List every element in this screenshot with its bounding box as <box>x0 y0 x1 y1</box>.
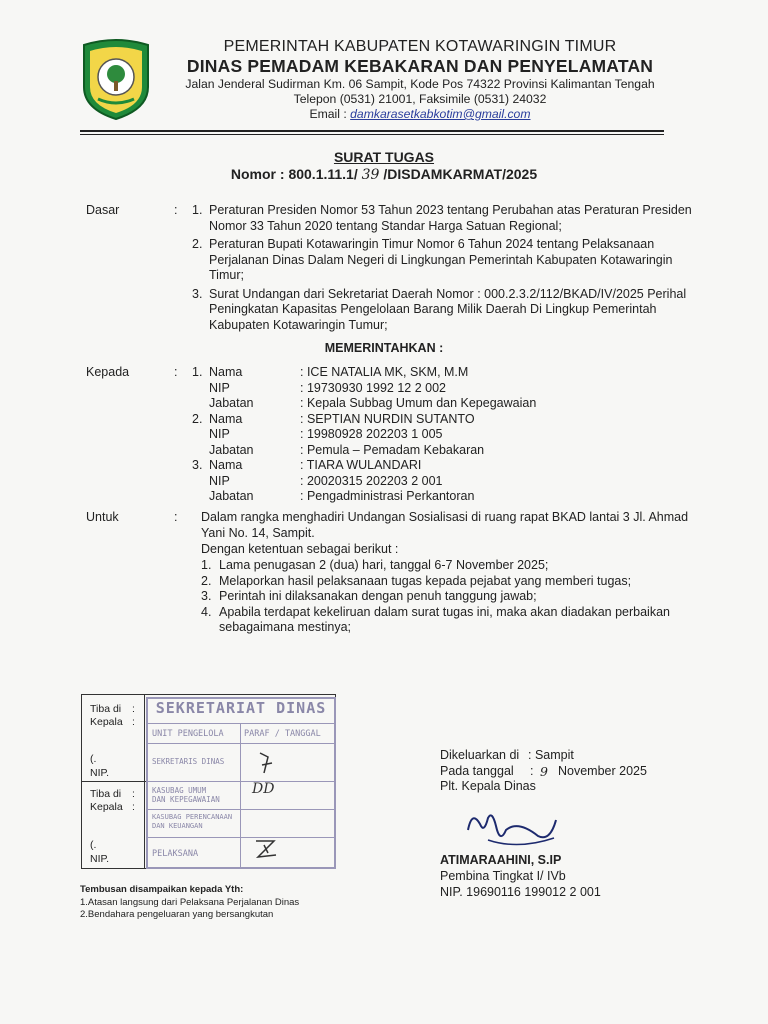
letterhead-address: Jalan Jenderal Sudirman Km. 06 Sampit, Kode Pos 74322 Provinsi Kalimantan Tengah <box>185 77 655 91</box>
signer-name: ATIMARAAHINI, S.IP <box>440 853 562 867</box>
person-name-label: Nama <box>209 411 243 426</box>
letterhead-email-line <box>160 107 680 121</box>
person-name: : SEPTIAN NURDIN SUTANTO <box>300 411 475 426</box>
person-jabatan: : Pemula – Pemadam Kebakaran <box>300 442 485 457</box>
person-jabatan: : Kepala Subbag Umum dan Kepegawaian <box>300 396 537 410</box>
header-rule-thin <box>80 134 664 135</box>
dasar-item-line: Timur; <box>209 268 244 282</box>
dasar-label: Dasar <box>86 203 120 217</box>
person-jabatan: : Pengadministrasi Perkantoran <box>300 489 475 503</box>
dasar-item-number: 3. <box>192 286 203 301</box>
untuk-intro-line1: Dalam rangka menghadiri Undangan Sosialisasi di ruang rapat BKAD lantai 3 Jl. Ahmad <box>201 510 689 524</box>
person-name-label: Nama <box>209 365 243 379</box>
handwritten-number: 39 <box>361 167 380 183</box>
untuk-item-line: Lama penugasan 2 (dua) hari, tanggal 6-7 November 2025; <box>219 558 549 572</box>
tembusan-item: 2.Bendahara pengeluaran yang bersangkutan <box>80 909 274 920</box>
untuk-intro-line3: Dengan ketentuan sebagai berikut : <box>201 542 399 556</box>
untuk-label: Untuk <box>86 510 119 524</box>
secretariat-stamp: SEKRETARIAT DINAS UNIT PENGELOLA PARAF / TANGGAL SEKRETARIS DINAS KASUBAG UMUM DAN KEPEGAWAIAN KASUBAG PERENCANAAN DAN KEUANGAN PELAKSANA <box>146 697 336 869</box>
person-nip: : 19980928 202203 1 005 <box>300 427 443 441</box>
dasar-item-number: 1. <box>192 203 203 217</box>
dasar-item-number: 2. <box>192 237 203 251</box>
dikeluarkan-value: : Sampit <box>528 748 574 762</box>
person-number: 1. <box>192 365 203 379</box>
untuk-item-number: 4. <box>201 604 212 619</box>
kepala-label-2: Kepala <box>90 801 123 813</box>
person-name: : TIARA WULANDARI <box>300 458 422 472</box>
tembusan-heading: Tembusan disampaikan kepada Yth: <box>80 884 244 895</box>
person-nip-label: NIP <box>209 380 230 395</box>
untuk-item-line: Perintah ini dilaksanakan dengan penuh tanggung jawab; <box>219 589 537 603</box>
dasar-item-line: Kabupaten Kotawaringin Tumur; <box>209 317 388 332</box>
header-rule-thick <box>80 130 664 132</box>
email-link[interactable]: damkarasetkabkotim@gmail.com <box>350 107 531 121</box>
memerintahkan-heading: MEMERINTAHKAN : <box>324 341 444 355</box>
untuk-intro-line2: Yani No. 14, Sampit. <box>201 526 315 540</box>
paraf-mark-icon <box>254 751 278 775</box>
tiba-label-2: Tiba di <box>90 788 122 800</box>
person-jabatan-label: Jabatan <box>209 442 254 457</box>
dasar-item-line: Peraturan Presiden Nomor 53 Tahun 2023 tentang Perubahan atas Peraturan Presiden <box>209 203 692 217</box>
untuk-item-line: sebagaimana mestinya; <box>219 620 352 634</box>
untuk-colon: : <box>174 510 178 524</box>
dasar-item-line: Nomor 33 Tahun 2020 tentang Standar Harga Satuan Regional; <box>209 218 562 233</box>
person-name: : ICE NATALIA MK, SKM, M.M <box>300 365 469 379</box>
person-number: 3. <box>192 458 203 472</box>
tiba-label-1: Tiba di <box>90 703 122 715</box>
paraf-mark-2-icon <box>252 837 280 861</box>
kepada-label: Kepada <box>86 365 130 379</box>
signer-rank: Pembina Tingkat I/ IVb <box>440 869 566 883</box>
kepada-colon: : <box>174 365 178 379</box>
tanggal-day: 9 <box>540 764 548 779</box>
untuk-item-line: Melaporkan hasil pelaksanaan tugas kepada pejabat yang memberi tugas; <box>219 573 632 588</box>
person-nip-label: NIP <box>209 427 230 441</box>
dasar-colon: : <box>174 203 178 217</box>
untuk-item-line: Apabila terdapat kekeliruan dalam surat tugas ini, maka akan diadakan perbaikan <box>219 604 670 619</box>
document-number: Nomor : 800.1.11.1/ 39 /DISDAMKARMAT/2025 <box>230 166 538 183</box>
kepala-label-1: Kepala <box>90 716 123 728</box>
person-jabatan-label: Jabatan <box>209 489 254 503</box>
initial-dd: DD <box>252 781 275 797</box>
letterhead-agency: DINAS PEMADAM KEBAKARAN DAN PENYELAMATAN <box>186 56 654 76</box>
person-name-label: Nama <box>209 458 243 472</box>
dasar-item-line: Peraturan Bupati Kotawaringin Timur Nomor 6 Tahun 2024 tentang Pelaksanaan <box>209 237 655 251</box>
letterhead-phone: Telepon (0531) 21001, Faksimile (0531) 24032 <box>293 92 547 106</box>
nip-label-2: NIP. <box>90 853 110 865</box>
untuk-item-number: 2. <box>201 573 212 588</box>
document-title: SURAT TUGAS <box>333 149 435 165</box>
person-number: 2. <box>192 411 203 426</box>
tanggal-month: November 2025 <box>558 764 647 778</box>
arrival-box: Tiba di : Kepala : (. NIP. Tiba di : Kepala : (. NIP. SEKRETARIAT DINAS UNIT PENGELOLA PARAF / TANGGAL SEKRETARIS DINAS KASUBAG UMUM DAN KEPEGAWAIAN KASUBAG PERENCANAAN DAN KEUANGAN PELAKSANA DD <box>81 694 336 869</box>
email-label: Email : <box>309 107 351 121</box>
person-nip-label: NIP <box>209 473 230 488</box>
person-nip: : 19730930 1992 12 2 002 <box>300 380 446 395</box>
signature-icon <box>458 800 568 856</box>
letterhead-government: PEMERINTAH KABUPATEN KOTAWARINGIN TIMUR <box>223 38 617 55</box>
dasar-item-line: Peningkatan Kapasitas Pengelolaan Barang Milik Daerah Di Lingkup Pemerintah <box>209 302 657 316</box>
person-jabatan-label: Jabatan <box>209 396 254 410</box>
dasar-item-line: Perjalanan Dinas Dalam Negeri di Lingkungan Pemerintah Kabupaten Kotawaringin <box>209 252 673 267</box>
dasar-item-line: Surat Undangan dari Sekretariat Daerah Nomor : 000.2.3.2/112/BKAD/IV/2025 Perihal <box>209 286 687 301</box>
person-nip: : 20020315 202203 2 001 <box>300 473 443 488</box>
position-title: Plt. Kepala Dinas <box>440 779 536 793</box>
regency-emblem-icon <box>80 37 152 121</box>
dikeluarkan-label: Dikeluarkan di <box>440 748 520 762</box>
signer-nip: NIP. 19690116 199012 2 001 <box>440 885 601 899</box>
tanggal-label: Pada tanggal <box>440 764 514 778</box>
untuk-item-number: 1. <box>201 558 212 572</box>
nip-label-1: NIP. <box>90 767 110 779</box>
untuk-item-number: 3. <box>201 589 212 603</box>
tembusan-item: 1.Atasan langsung dari Pelaksana Perjalanan Dinas <box>80 897 300 908</box>
